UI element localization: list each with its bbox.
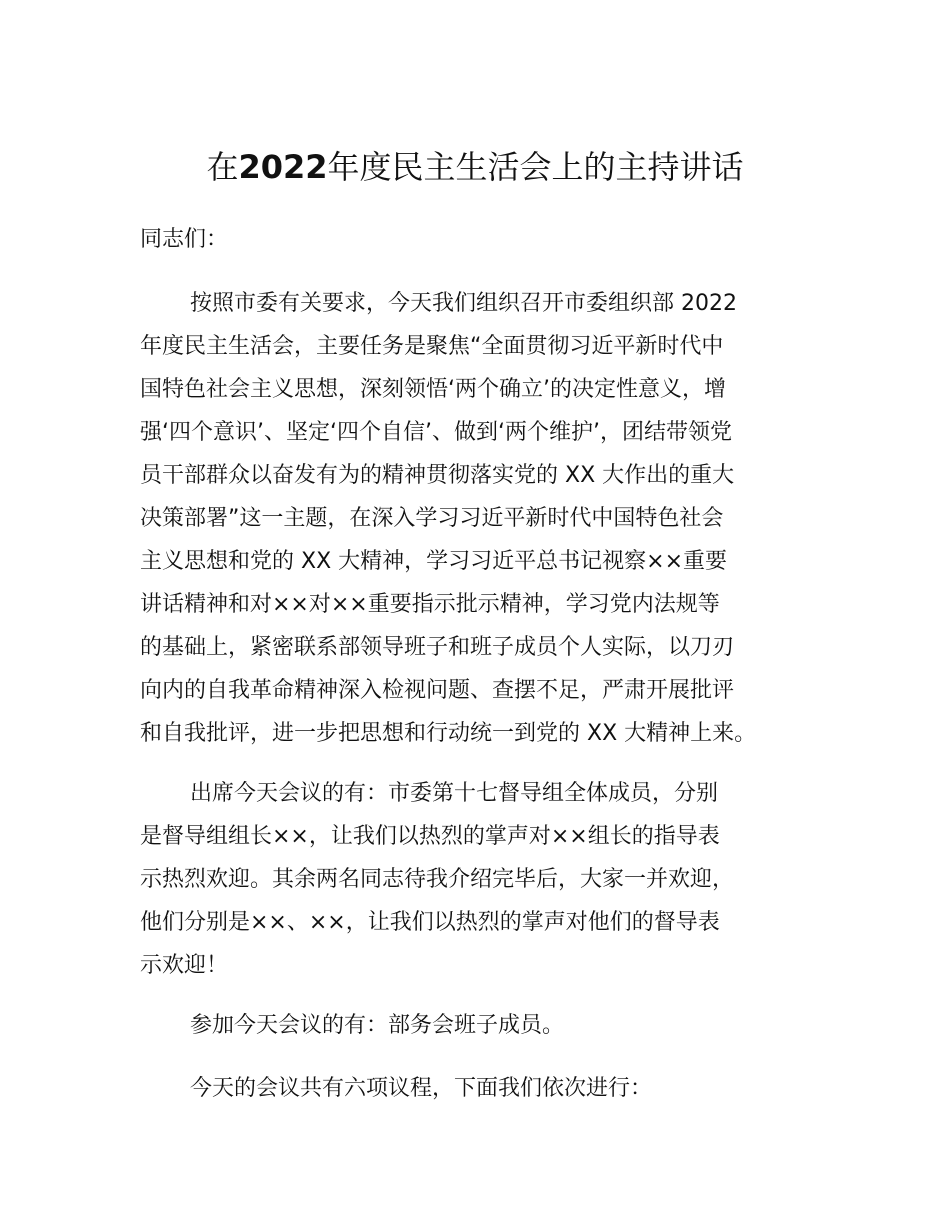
paragraph-line: 年度民主生活会，主要任务是聚焦“全面贯彻习近平新时代中 bbox=[140, 334, 724, 359]
paragraph-line: 决策部署”这一主题，在深入学习习近平新时代中国特色社会 bbox=[140, 506, 724, 531]
document-title bbox=[0, 143, 950, 191]
paragraph-line: 是督导组组长××，让我们以热烈的掌声对××组长的指导表 bbox=[140, 824, 720, 849]
paragraph-line: 主义思想和党的 XX 大精神，学习习近平总书记视察××重要 bbox=[140, 549, 727, 574]
paragraph-line: 出席今天会议的有：市委第十七督导组全体成员，分别 bbox=[190, 781, 719, 806]
paragraph-agenda-intro: 今天的会议共有六项议程，下面我们依次进行： bbox=[190, 1076, 653, 1101]
paragraph-participants: 参加今天会议的有：部务会班子成员。 bbox=[190, 1013, 565, 1038]
paragraph-attendees-supervisors bbox=[140, 772, 840, 987]
title-year: 2022 bbox=[238, 148, 328, 186]
paragraph-line: 的基础上，紧密联系部领导班子和班子成员个人实际，以刀刃 bbox=[140, 635, 735, 660]
paragraph-line: 他们分别是××、××，让我们以热烈的掌声对他们的督导表 bbox=[140, 910, 720, 935]
paragraph-line: 国特色社会主义思想，深刻领悟‘两个确立’的决定性意义，增 bbox=[140, 377, 726, 402]
paragraph-opening bbox=[140, 282, 840, 755]
paragraph-line: 示热烈欢迎。其余两名同志待我介绍完毕后，大家一并欢迎， bbox=[140, 867, 735, 892]
paragraph-line: 按照市委有关要求，今天我们组织召开市委组织部 2022 bbox=[190, 291, 737, 316]
paragraph-line: 员干部群众以奋发有为的精神贯彻落实党的 XX 大作出的重大 bbox=[140, 463, 735, 488]
paragraph-line: 讲话精神和对××对××重要指示批示精神，学习党内法规等 bbox=[140, 592, 720, 617]
paragraph-line: 向内的自我革命精神深入检视问题、查摆不足，严肃开展批评 bbox=[140, 678, 735, 703]
title-suffix: 年度民主生活会上的主持讲话 bbox=[327, 148, 744, 186]
paragraph-line: 强‘四个意识’、坚定‘四个自信’、做到‘两个维护’，团结带领党 bbox=[140, 420, 732, 445]
paragraph-line: 示欢迎！ bbox=[140, 953, 229, 978]
paragraph-line: 和自我批评，进一步把思想和行动统一到党的 XX 大精神上来。 bbox=[140, 721, 757, 746]
title-prefix: 在 bbox=[206, 148, 239, 186]
salutation: 同志们： bbox=[140, 227, 229, 252]
